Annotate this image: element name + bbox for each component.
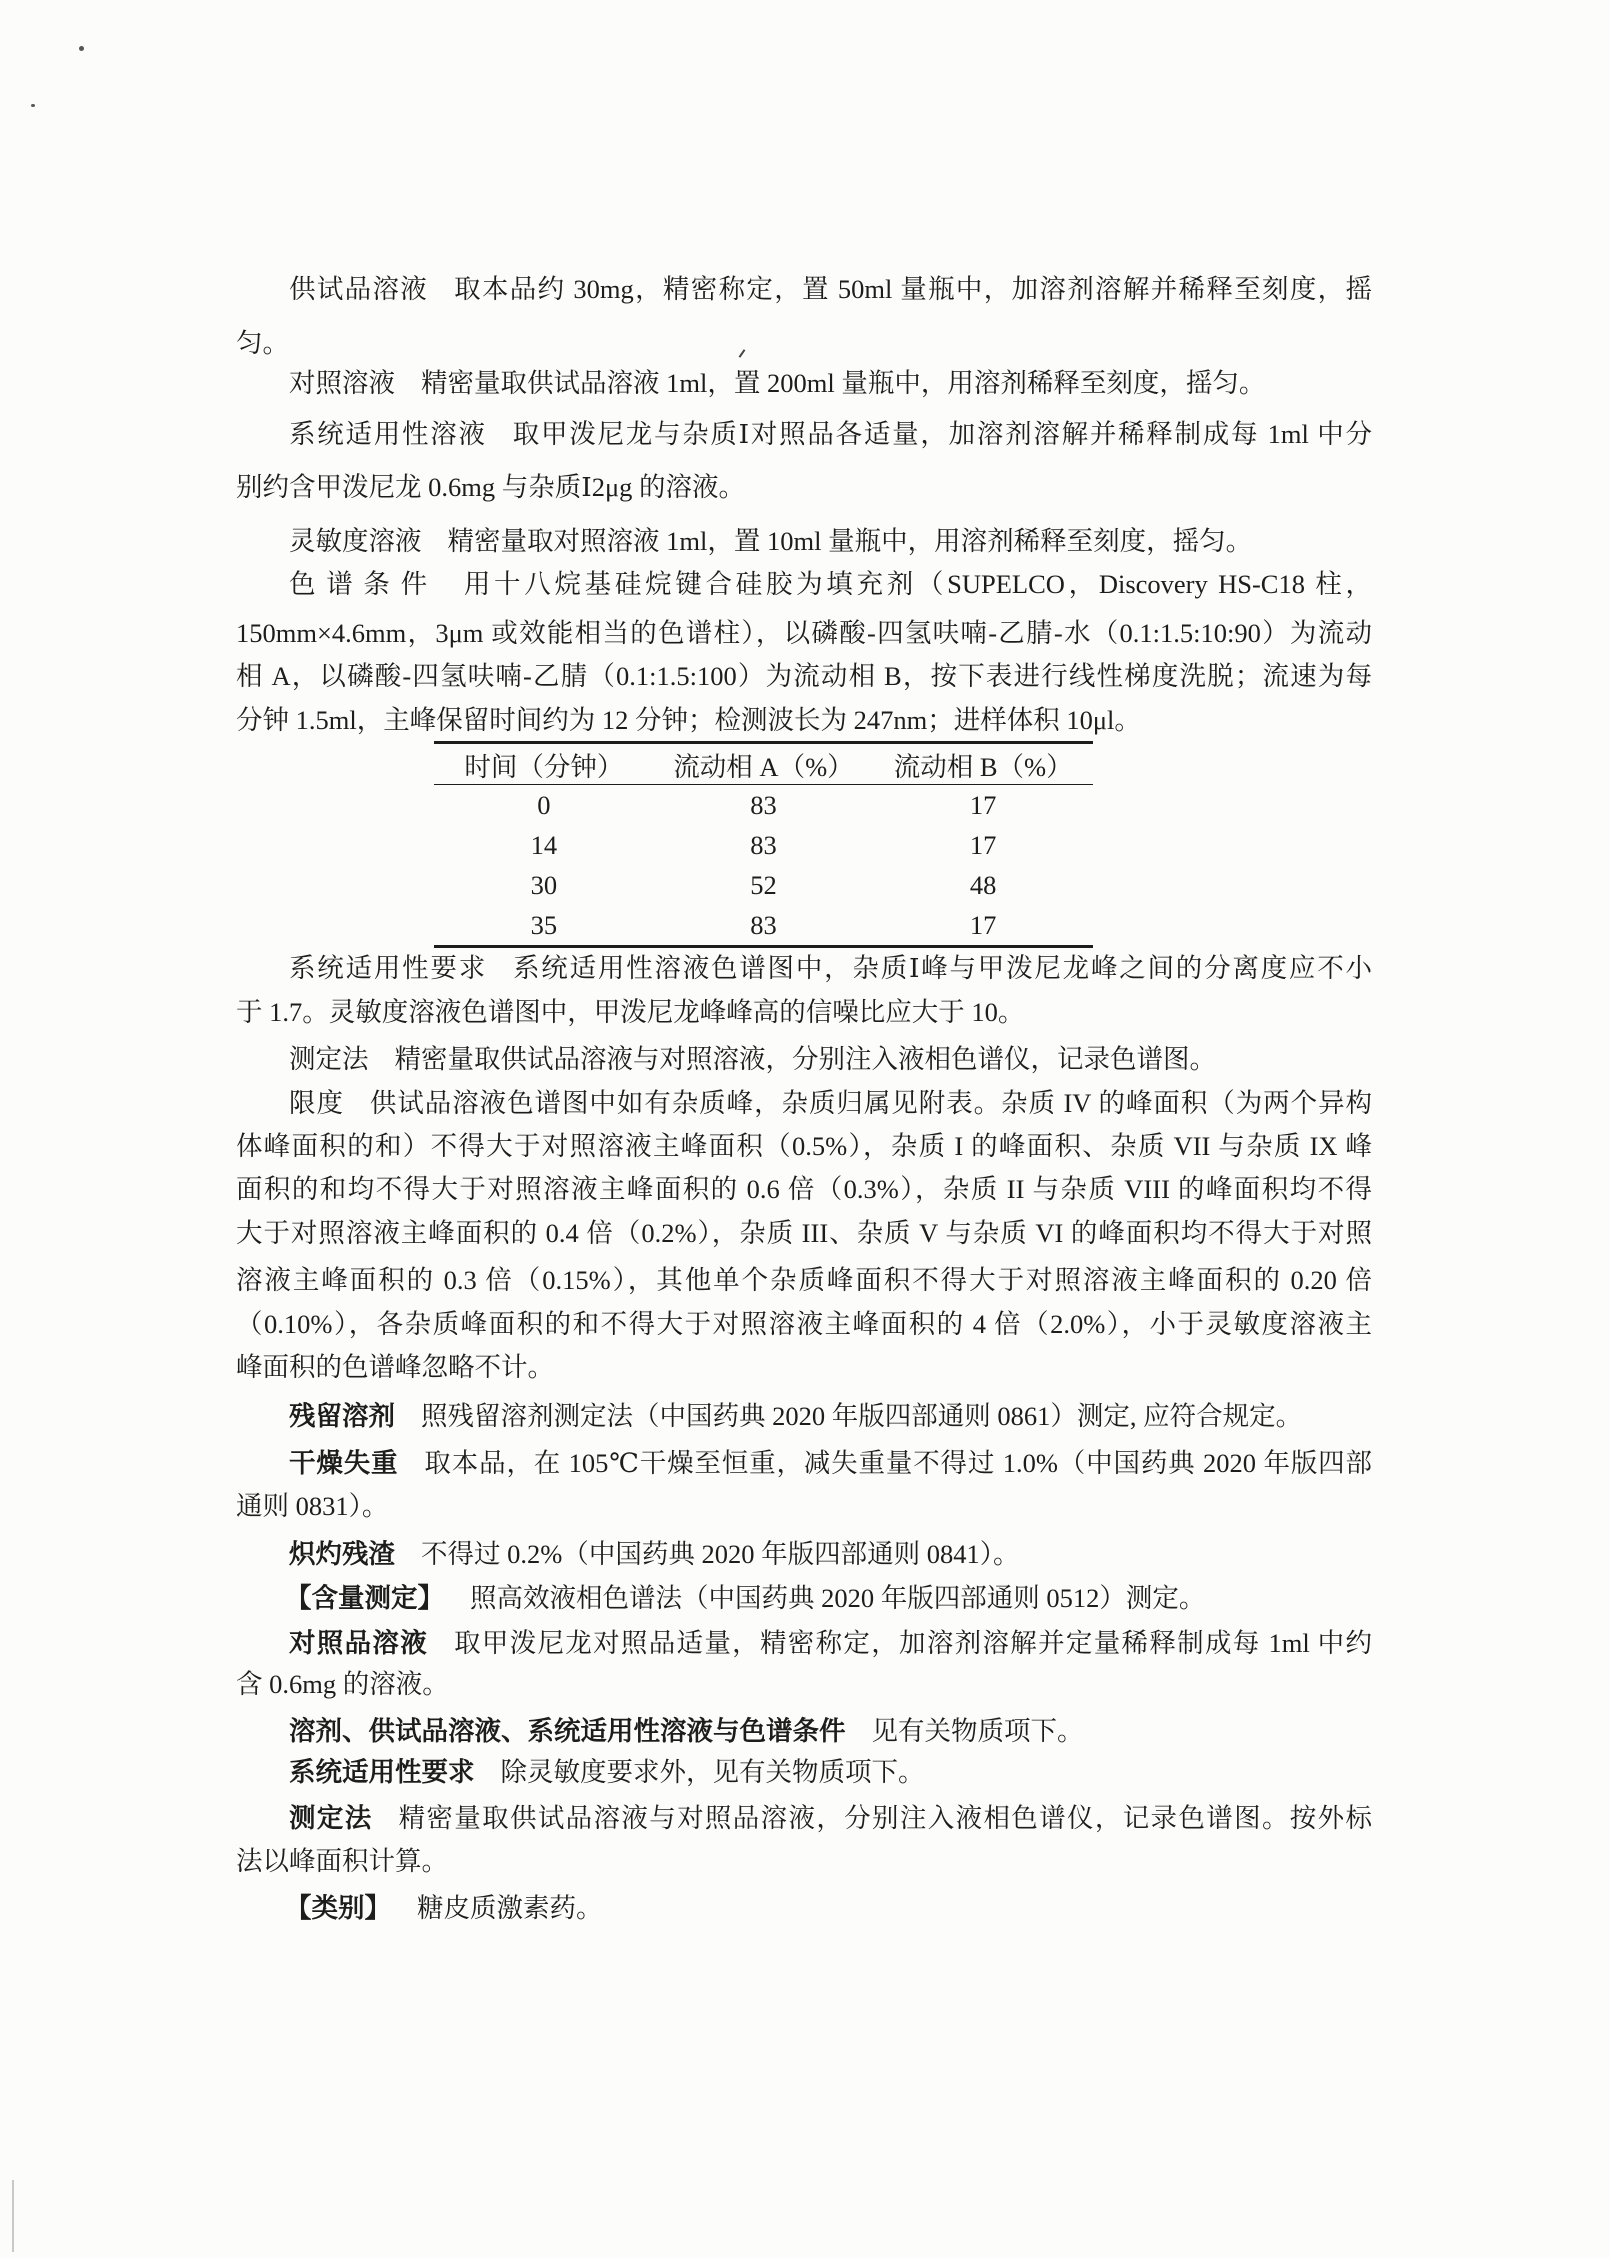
item-label: 系统适用性要求 xyxy=(289,1757,475,1788)
table-cell: 17 xyxy=(969,829,997,860)
line-text: 面积的和均不得大于对照溶液主峰面积的 0.6 倍（0.3%），杂质 II 与杂质 VIII 的峰面积均不得 xyxy=(236,1174,1372,1204)
line-text: 通则 0831）。 xyxy=(236,1491,389,1521)
line-text: 相 A，以磷酸-四氢呋喃-乙腈（0.1:1.5:100）为流动相 B，按下表进行线性梯度洗脱；流速为每 xyxy=(236,661,1372,691)
text-line xyxy=(236,326,1372,360)
text-line xyxy=(289,1755,1372,1789)
line-text: 除灵敏度要求外，见有关物质项下。 xyxy=(500,1757,925,1787)
text-line xyxy=(236,616,1372,650)
section-heading: 【类别】 xyxy=(285,1893,391,1924)
text-line xyxy=(289,272,1372,306)
text-line xyxy=(289,567,1372,601)
item-label: 灵敏度溶液 xyxy=(289,526,422,556)
line-text: 见有关物质项下。 xyxy=(871,1716,1084,1746)
table-cell: 17 xyxy=(969,789,997,820)
text-line xyxy=(236,1350,1372,1384)
item-label: 系统适用性溶液 xyxy=(289,419,487,449)
text-line xyxy=(289,524,1372,558)
table-cell: 0 xyxy=(537,789,551,820)
gradient-table xyxy=(434,741,1093,948)
table-row xyxy=(434,905,1093,947)
section-heading: 【含量测定】 xyxy=(285,1583,444,1614)
item-label: 测定法 xyxy=(289,1044,369,1074)
line-text: 体峰面积的和）不得大于对照溶液主峰面积（0.5%），杂质 I 的峰面积、杂质 VII 与杂质 IX 峰 xyxy=(236,1131,1372,1161)
text-line xyxy=(289,1714,1372,1748)
text-line xyxy=(289,1042,1372,1076)
table-cell: 48 xyxy=(969,869,997,900)
line-text: 法以峰面积计算。 xyxy=(236,1846,448,1876)
text-line xyxy=(236,1172,1372,1206)
text-line xyxy=(236,1489,1372,1523)
text-line xyxy=(289,417,1372,451)
line-text: 别约含甲泼尼龙 0.6mg 与杂质Ⅰ2μg 的溶液。 xyxy=(236,472,746,502)
line-text: 溶液主峰面积的 0.3 倍（0.15%），其他单个杂质峰面积不得大于对照溶液主峰面积的 0.20 倍 xyxy=(236,1265,1372,1295)
line-text: 精密量取供试品溶液与对照溶液，分别注入液相色谱仪，记录色谱图。 xyxy=(394,1044,1216,1074)
line-text: （0.10%），各杂质峰面积的和不得大于对照溶液主峰面积的 4 倍（2.0%），小于灵敏度溶液主 xyxy=(236,1309,1372,1339)
item-label: 干燥失重 xyxy=(289,1448,399,1479)
table-cell: 83 xyxy=(750,909,777,940)
text-line xyxy=(289,1626,1372,1660)
line-text: 取甲泼尼龙对照品适量，精密称定，加溶剂溶解并定量稀释制成每 1ml 中约 xyxy=(454,1628,1372,1658)
text-line xyxy=(236,1263,1372,1297)
text-line xyxy=(289,1446,1372,1480)
text-line xyxy=(236,470,1372,504)
table-cell: 30 xyxy=(530,869,558,900)
item-label: 供试品溶液 xyxy=(289,274,429,304)
section-heading-line xyxy=(285,1581,1372,1615)
item-label: 炽灼残渣 xyxy=(289,1539,395,1570)
line-text: 照残留溶剂测定法（中国药典 2020 年版四部通则 0861）测定, 应符合规定。 xyxy=(421,1401,1303,1431)
line-text: 精密量取对照溶液 1ml，置 10ml 量瓶中，用溶剂稀释至刻度，摇匀。 xyxy=(447,526,1253,556)
line-text: 峰面积的色谱峰忽略不计。 xyxy=(236,1352,554,1382)
line-text: 分钟 1.5ml，主峰保留时间约为 12 分钟；检测波长为 247nm；进样体积 10μl。 xyxy=(236,705,1141,735)
line-text: 精密量取供试品溶液 1ml，置 200ml 量瓶中，用溶剂稀释至刻度，摇匀。 xyxy=(421,368,1266,398)
text-line xyxy=(289,1399,1372,1433)
text-line xyxy=(236,659,1372,693)
text-line xyxy=(289,951,1372,985)
table-cell: 17 xyxy=(969,909,997,940)
table-header-row xyxy=(434,743,1093,785)
table-cell: 83 xyxy=(750,789,777,820)
item-label: 溶剂、供试品溶液、系统适用性溶液与色谱条件 xyxy=(289,1716,846,1747)
item-label: 对照溶液 xyxy=(289,368,395,398)
text-line xyxy=(236,1307,1372,1341)
line-text: 大于对照溶液主峰面积的 0.4 倍（0.2%），杂质 III、杂质 V 与杂质 VI 的峰面积均不得大于对照 xyxy=(236,1218,1372,1248)
line-text: 含 0.6mg 的溶液。 xyxy=(236,1669,449,1699)
line-text: 用十八烷基硅烷键合硅胶为填充剂（SUPELCO，Discovery HS-C18 柱， xyxy=(463,569,1372,599)
table-header-cell: 流动相 B（%） xyxy=(893,751,1073,782)
item-label: 测定法 xyxy=(289,1803,373,1834)
line-text: 供试品溶液色谱图中如有杂质峰，杂质归属见附表。杂质 IV 的峰面积（为两个异构 xyxy=(369,1088,1373,1118)
text-line xyxy=(236,995,1372,1029)
scan-speck xyxy=(31,104,35,107)
item-label: 色谱条件 xyxy=(289,569,438,599)
table-row xyxy=(434,785,1093,826)
table-row xyxy=(434,865,1093,905)
table-cell: 14 xyxy=(530,829,558,860)
table-cell: 35 xyxy=(530,909,558,940)
text-line xyxy=(289,1801,1372,1835)
table-cell: 52 xyxy=(750,869,777,900)
table-cell: 83 xyxy=(750,829,777,860)
section-heading-line xyxy=(285,1891,1372,1925)
line-text: 匀。 xyxy=(236,328,289,358)
scan-speck xyxy=(79,46,84,51)
table-row xyxy=(434,825,1093,865)
text-line xyxy=(236,1129,1372,1163)
line-text: 于 1.7。灵敏度溶液色谱图中，甲泼尼龙峰峰高的信噪比应大于 10。 xyxy=(236,997,1025,1027)
item-label: 对照品溶液 xyxy=(289,1628,429,1659)
text-line xyxy=(289,1086,1372,1120)
line-text: 150mm×4.6mm，3μm 或效能相当的色谱柱），以磷酸-四氢呋喃-乙腈-水（0.1:1.5:10:90）为流动 xyxy=(236,618,1372,648)
line-text: 取本品，在 105℃干燥至恒重，减失重量不得过 1.0%（中国药典 2020 年版四部 xyxy=(424,1448,1373,1478)
text-line xyxy=(236,1216,1372,1250)
line-text: 糖皮质激素药。 xyxy=(417,1893,603,1923)
line-text: 取甲泼尼龙与杂质Ⅰ对照品各适量，加溶剂溶解并稀释制成每 1ml 中分 xyxy=(512,419,1372,449)
line-text: 精密量取供试品溶液与对照品溶液，分别注入液相色谱仪，记录色谱图。按外标 xyxy=(398,1803,1373,1833)
line-text: 系统适用性溶液色谱图中，杂质Ⅰ峰与甲泼尼龙峰之间的分离度应不小 xyxy=(513,953,1373,983)
item-label: 系统适用性要求 xyxy=(289,953,487,983)
item-label: 限度 xyxy=(289,1088,344,1118)
item-label: 残留溶剂 xyxy=(289,1401,395,1432)
text-line xyxy=(236,1667,1372,1701)
text-line xyxy=(236,703,1372,737)
text-line xyxy=(289,1537,1372,1571)
line-text: 照高效液相色谱法（中国药典 2020 年版四部通则 0512）测定。 xyxy=(470,1583,1206,1613)
text-line xyxy=(289,366,1372,400)
table-header-cell: 时间（分钟） xyxy=(464,751,624,782)
line-text: 不得过 0.2%（中国药典 2020 年版四部通则 0841）。 xyxy=(421,1539,1020,1569)
line-text: 取本品约 30mg，精密称定，置 50ml 量瓶中，加溶剂溶解并稀释至刻度，摇 xyxy=(454,274,1372,304)
scan-edge xyxy=(12,2180,14,2252)
text-line xyxy=(236,1844,1372,1878)
table-header-cell: 流动相 A（%） xyxy=(673,751,854,782)
